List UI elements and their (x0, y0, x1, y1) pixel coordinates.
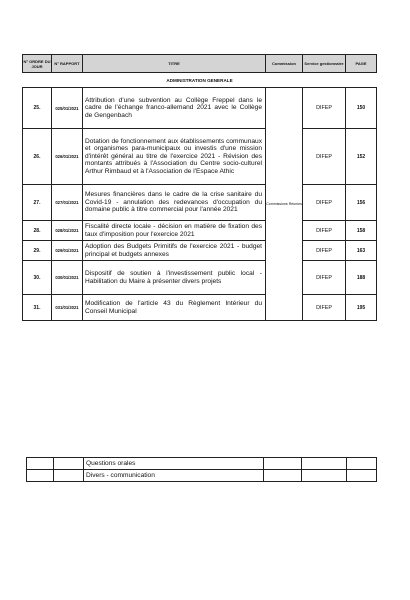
item-page: 163 (346, 241, 377, 261)
item-number: 27. (23, 185, 52, 221)
col-header-ordre: N° ORDRE DU JOUR (23, 55, 52, 73)
item-page: 156 (346, 185, 377, 221)
empty-cell (347, 458, 377, 470)
section-heading-row (23, 73, 377, 88)
table-row (23, 88, 377, 129)
item-title: Mesures financières dans le cadre de la crise sanitaire du Covid-19 - annulation des redevances d'occupation du domaine public à titre commercial pour l'année 2021 (83, 185, 266, 221)
item-title: Dotation de fonctionnement aux établissements communaux et organismes para-municipaux ou investis d'une mission d'intérêt général au titre de l'exercice 2021 - Révision des montants attribués à l'Association du Centre socio-culturel Arthur Rimbaud et à l'Association de l'Espace Athic (83, 129, 266, 185)
table-row (23, 185, 377, 221)
item-title: Adoption des Budgets Primitifs de l'exercice 2021 - budget principal et budgets annexes (83, 241, 266, 261)
extras-table (26, 457, 377, 482)
item-service: DIFEP (303, 185, 346, 221)
empty-cell (264, 470, 302, 482)
empty-cell (264, 458, 302, 470)
col-header-service: Service gestionnaire (303, 55, 346, 73)
table-row (23, 129, 377, 185)
item-number: 31. (23, 295, 52, 321)
item-rapport: 028/01/2021 (52, 221, 83, 241)
item-rapport: 030/01/2021 (52, 261, 83, 295)
empty-cell (54, 470, 84, 482)
item-rapport: 031/01/2021 (52, 295, 83, 321)
col-header-rapport: N° RAPPORT (52, 55, 83, 73)
item-title: Dispositif de soutien à l'investissement public local - Habilitation du Maire à présenter divers projets (83, 261, 266, 295)
section-title: ADMINISTRATION GENERALE (23, 73, 377, 88)
item-page: 150 (346, 88, 377, 129)
item-page: 158 (346, 221, 377, 241)
table-row (23, 241, 377, 261)
item-title: Fiscalité directe locale - décision en matière de fixation des taux d'imposition pour l'exercice 2021 (83, 221, 266, 241)
agenda-table (22, 54, 377, 321)
item-title: Modification de l'article 43 du Règlement Intérieur du Conseil Municipal (83, 295, 266, 321)
commission-cell: Commissions Réunies (266, 88, 303, 321)
table-header-row (23, 55, 377, 73)
extra-item-label: Divers - communication (84, 470, 264, 482)
item-rapport: 027/01/2021 (52, 185, 83, 221)
item-service: DIFEP (303, 261, 346, 295)
item-page: 195 (346, 295, 377, 321)
empty-cell (302, 458, 347, 470)
table-row (23, 221, 377, 241)
item-service: DIFEP (303, 88, 346, 129)
col-header-commission: Commission (266, 55, 303, 73)
item-page: 188 (346, 261, 377, 295)
item-service: DIFEP (303, 129, 346, 185)
empty-cell (54, 458, 84, 470)
item-service: DIFEP (303, 241, 346, 261)
table-row (27, 458, 377, 470)
empty-cell (27, 458, 54, 470)
item-service: DIFEP (303, 295, 346, 321)
item-number: 26. (23, 129, 52, 185)
item-rapport: 025/01/2021 (52, 88, 83, 129)
item-page: 152 (346, 129, 377, 185)
item-title: Attribution d'une subvention au Collège Freppel dans le cadre de l'échange franco-allemand 2021 avec le Collège de Gengenbach (83, 88, 266, 129)
item-number: 30. (23, 261, 52, 295)
extra-item-label: Questions orales (84, 458, 264, 470)
item-service: DIFEP (303, 221, 346, 241)
item-number: 28. (23, 221, 52, 241)
col-header-page: PAGE (346, 55, 377, 73)
table-row (23, 261, 377, 295)
empty-cell (27, 470, 54, 482)
col-header-titre: TITRE (83, 55, 266, 73)
table-row (27, 470, 377, 482)
empty-cell (347, 470, 377, 482)
item-number: 25. (23, 88, 52, 129)
item-rapport: 026/01/2021 (52, 129, 83, 185)
table-row (23, 295, 377, 321)
item-rapport: 029/01/2021 (52, 241, 83, 261)
item-number: 29. (23, 241, 52, 261)
empty-cell (302, 470, 347, 482)
